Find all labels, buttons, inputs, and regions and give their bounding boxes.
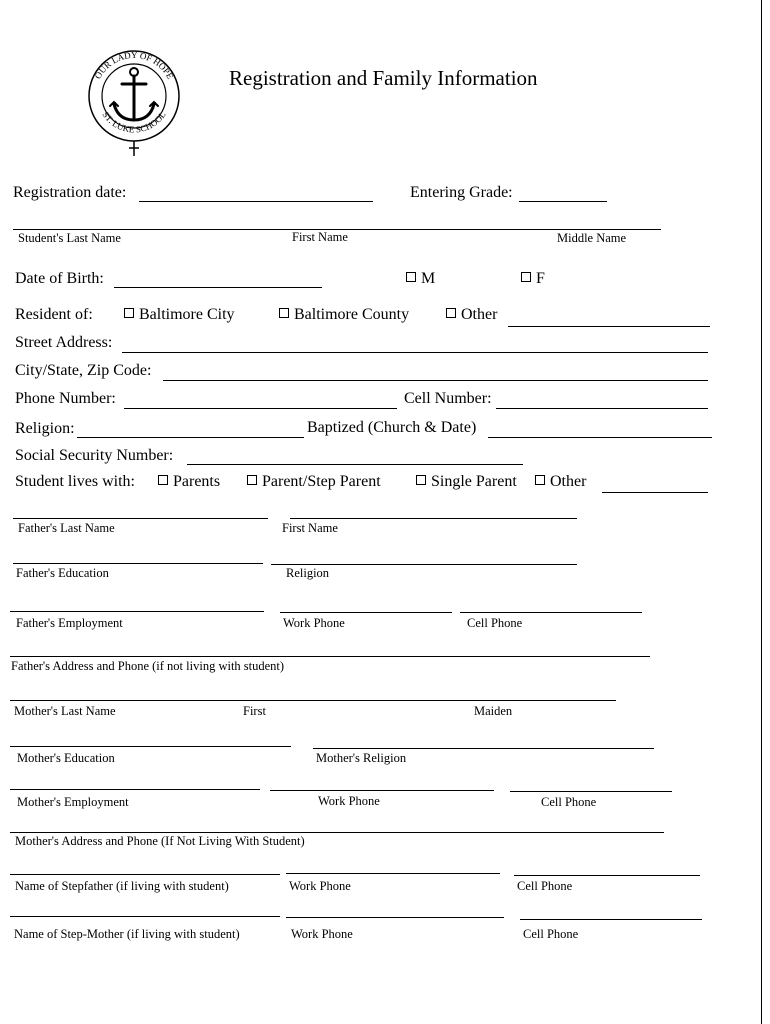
parents-option[interactable]: Parents — [158, 473, 220, 491]
parent-step-parent-checkbox[interactable] — [247, 475, 257, 485]
religion-label: Religion: — [15, 420, 75, 437]
stepmother-cell-phone-label: Cell Phone — [523, 927, 579, 941]
lives-other-checkbox[interactable] — [535, 475, 545, 485]
anchor-icon — [110, 68, 158, 120]
mother-address-line[interactable] — [10, 832, 664, 833]
ssn-line[interactable] — [187, 464, 523, 465]
female-checkbox[interactable] — [521, 272, 531, 282]
entering-grade-label: Entering Grade: — [410, 184, 513, 201]
mother-address-label: Mother's Address and Phone (If Not Living With Student) — [15, 834, 305, 848]
entering-grade-line[interactable] — [519, 201, 607, 202]
city-state-zip-label: City/State, Zip Code: — [15, 362, 152, 379]
baptized-line[interactable] — [488, 437, 712, 438]
registration-date-line[interactable] — [139, 201, 373, 202]
father-address-label: Father's Address and Phone (if not living with student) — [11, 659, 285, 673]
resident-other-option[interactable]: Other — [446, 306, 497, 324]
single-parent-checkbox[interactable] — [416, 475, 426, 485]
mother-first-label: First — [243, 704, 266, 718]
mother-cell-phone-line[interactable] — [510, 791, 672, 792]
mother-education-label: Mother's Education — [17, 751, 115, 765]
stepmother-cell-line[interactable] — [520, 919, 702, 920]
father-last-name-label: Father's Last Name — [18, 521, 115, 535]
mother-employment-line[interactable] — [10, 789, 260, 790]
logo-text-bottom: ST. LUKE SCHOOL — [100, 109, 168, 135]
single-parent-option[interactable]: Single Parent — [416, 473, 517, 491]
phone-number-label: Phone Number: — [15, 390, 116, 407]
male-checkbox[interactable] — [406, 272, 416, 282]
stepfather-work-phone-label: Work Phone — [289, 879, 351, 893]
parent-step-parent-option[interactable]: Parent/Step Parent — [247, 473, 381, 491]
father-cell-phone-label: Cell Phone — [467, 616, 523, 630]
mother-work-phone-label: Work Phone — [318, 794, 380, 808]
street-address-label: Street Address: — [15, 334, 113, 351]
mother-name-line[interactable] — [10, 700, 616, 701]
school-seal-logo — [84, 48, 184, 158]
baltimore-city-checkbox[interactable] — [124, 308, 134, 318]
stepfather-work-line[interactable] — [286, 873, 500, 874]
mother-last-name-label: Mother's Last Name — [14, 704, 116, 718]
father-education-label: Father's Education — [16, 566, 109, 580]
mother-employment-label: Mother's Employment — [17, 795, 129, 809]
parents-checkbox[interactable] — [158, 475, 168, 485]
resident-other-checkbox[interactable] — [446, 308, 456, 318]
religion-line[interactable] — [77, 437, 304, 438]
father-work-phone-line[interactable] — [280, 612, 452, 613]
logo-text-top: OUR LADY OF HOPE — [92, 49, 176, 81]
phone-number-line[interactable] — [124, 408, 397, 409]
resident-other-line[interactable] — [508, 326, 710, 327]
lives-other-option[interactable]: Other — [535, 473, 586, 491]
baltimore-city-option[interactable]: Baltimore City — [124, 306, 235, 324]
mother-work-phone-line[interactable] — [270, 790, 494, 791]
first-name-label: First Name — [292, 230, 348, 244]
stepmother-name-line[interactable] — [10, 916, 280, 917]
baltimore-county-checkbox[interactable] — [279, 308, 289, 318]
registration-date-label: Registration date: — [13, 184, 127, 201]
father-last-name-line[interactable] — [13, 518, 268, 519]
street-address-line[interactable] — [122, 352, 708, 353]
male-option[interactable]: M — [406, 270, 435, 288]
father-cell-phone-line[interactable] — [460, 612, 642, 613]
stepmother-work-line[interactable] — [286, 917, 504, 918]
resident-of-label: Resident of: — [15, 306, 93, 323]
cell-number-line[interactable] — [496, 408, 708, 409]
mother-education-line[interactable] — [10, 746, 291, 747]
baltimore-county-option[interactable]: Baltimore County — [279, 306, 409, 324]
cell-number-label: Cell Number: — [404, 390, 492, 407]
stepfather-name-line[interactable] — [10, 874, 280, 875]
female-option[interactable]: F — [521, 270, 545, 288]
father-work-phone-label: Work Phone — [283, 616, 345, 630]
stepfather-cell-phone-label: Cell Phone — [517, 879, 573, 893]
father-education-line[interactable] — [13, 563, 263, 564]
baptized-label: Baptized (Church & Date) — [307, 419, 477, 436]
stepfather-cell-line[interactable] — [514, 875, 700, 876]
mother-maiden-label: Maiden — [474, 704, 513, 718]
mother-cell-phone-label: Cell Phone — [541, 795, 597, 809]
city-state-zip-line[interactable] — [163, 380, 708, 381]
father-religion-label: Religion — [286, 566, 330, 580]
father-religion-line[interactable] — [271, 564, 577, 565]
father-first-name-line[interactable] — [290, 518, 577, 519]
lives-other-line[interactable] — [602, 492, 708, 493]
dob-label: Date of Birth: — [15, 270, 104, 287]
father-employment-line[interactable] — [10, 611, 264, 612]
ssn-label: Social Security Number: — [15, 447, 174, 464]
middle-name-label: Middle Name — [557, 231, 627, 245]
stepmother-work-phone-label: Work Phone — [291, 927, 353, 941]
father-address-line[interactable] — [10, 656, 650, 657]
stepmother-label: Name of Step-Mother (if living with student) — [14, 927, 240, 941]
father-employment-label: Father's Employment — [16, 616, 123, 630]
father-first-name-label: First Name — [282, 521, 338, 535]
dob-line[interactable] — [114, 287, 322, 288]
student-last-name-label: Student's Last Name — [18, 231, 121, 245]
mother-religion-label: Mother's Religion — [316, 751, 407, 765]
stepfather-label: Name of Stepfather (if living with student) — [15, 879, 229, 893]
page-title: Registration and Family Information — [229, 66, 538, 90]
mother-religion-line[interactable] — [313, 748, 654, 749]
student-lives-with-label: Student lives with: — [15, 473, 135, 490]
page-edge — [761, 0, 762, 1024]
